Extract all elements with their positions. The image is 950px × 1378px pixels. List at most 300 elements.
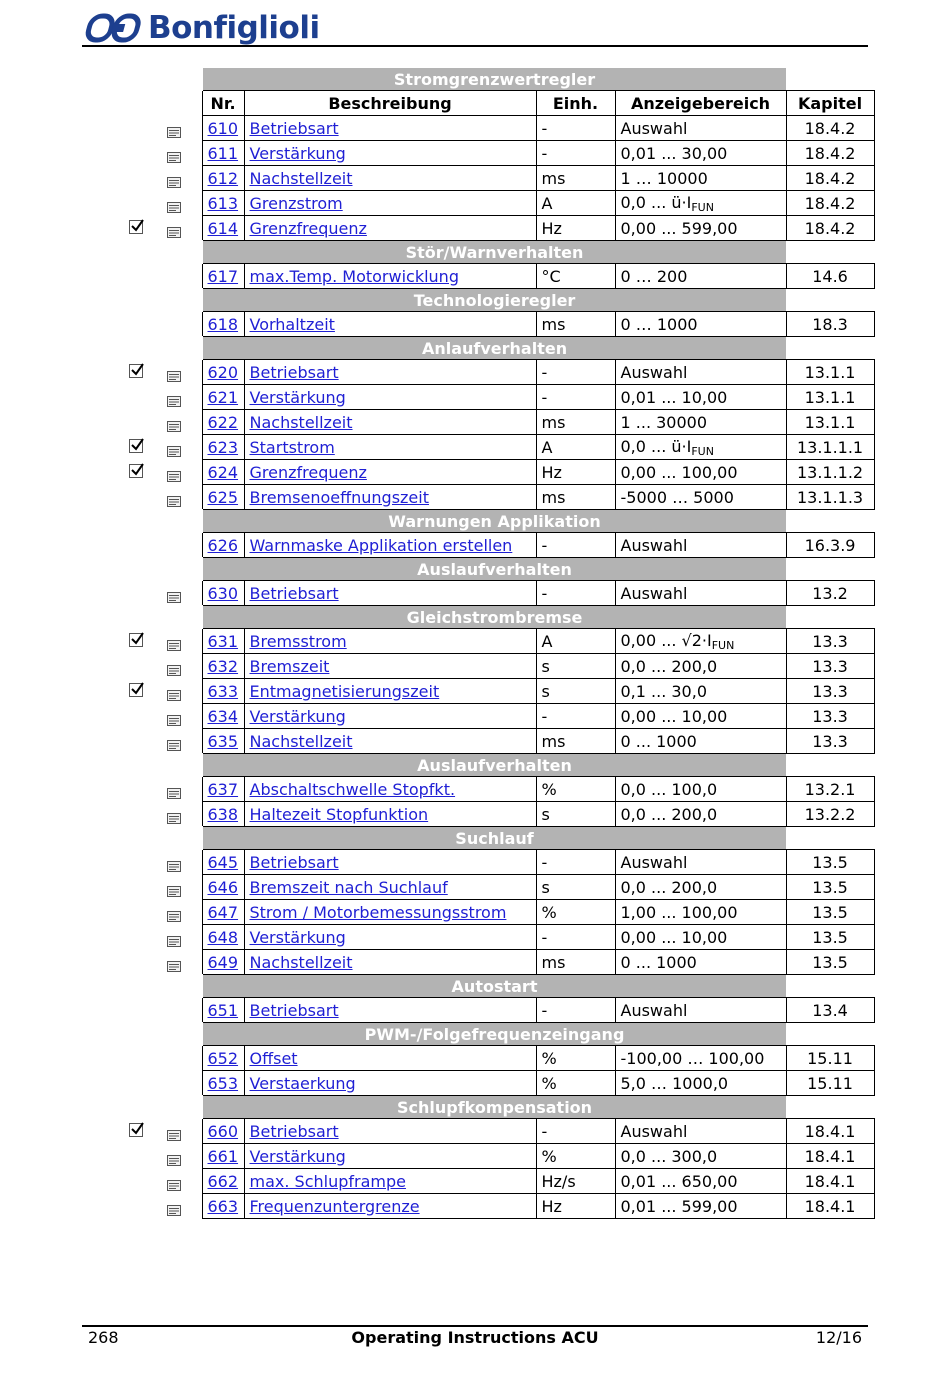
parameter-chapter: 13.5 [786,850,874,875]
parameter-range-cell [615,485,786,510]
parameter-chapter: 13.3 [786,729,874,754]
parameter-range-cell [615,1071,786,1096]
parameter-unit: Hz [536,460,615,485]
parameter-chapter: 13.3 [786,679,874,704]
parameter-unit: A [536,629,615,654]
parameter-row [202,410,874,435]
parameter-page-icon [167,711,181,722]
section-title: Anlaufverhalten [202,337,786,360]
parameter-number-cell [202,679,244,704]
parameter-range-cell [615,875,786,900]
parameter-chapter: 16.3.9 [786,533,874,558]
parameter-range: 1,00 ... 100,00 [620,902,738,922]
parameter-range-cell [615,654,786,679]
parameter-row [202,729,874,754]
parameter-description-link[interactable]: Betriebsart [249,583,339,603]
parameter-page-icon [167,809,181,820]
brand-logo [82,8,320,48]
parameter-description-link[interactable]: Verstärkung [249,387,346,407]
section-gap [786,606,874,629]
parameter-chapter: 13.1.1 [786,410,874,435]
parameter-unit: ms [536,312,615,337]
parameter-range: Auswahl [620,1000,688,1020]
parameter-description-link[interactable]: Bremsstrom [249,631,347,651]
parameter-number-link[interactable]: 648 [207,927,239,947]
parameter-page-icon [167,467,181,478]
section-gap [786,241,874,264]
parameter-range-cell [615,460,786,485]
parameter-unit: Hz [536,216,615,241]
parameter-page-icon [167,784,181,795]
parameter-range: 1 ... 30000 [620,412,708,432]
parameter-chapter: 18.4.2 [786,116,874,141]
parameter-description-cell [244,435,536,460]
parameter-number-link[interactable]: 663 [207,1196,239,1216]
parameter-range: 0,0 ... 100,0 [620,779,718,799]
parameter-description-link[interactable]: Nachstellzeit [249,731,353,751]
parameter-range-cell [615,925,786,950]
parameter-number-link[interactable]: 620 [207,362,239,382]
parameter-number-link[interactable]: 614 [207,218,239,238]
parameter-number-link[interactable]: 611 [207,143,239,163]
parameter-description-cell [244,410,536,435]
parameter-description-link[interactable]: Grenzfrequenz [249,462,367,482]
parameter-page-icon [167,198,181,209]
parameter-description-link[interactable]: Nachstellzeit [249,952,353,972]
parameter-number-cell [202,1169,244,1194]
parameter-unit: - [536,533,615,558]
parameter-number-cell [202,1144,244,1169]
parameter-unit: s [536,802,615,827]
section-title: Autostart [202,975,786,998]
parameter-page-icon [167,907,181,918]
parameter-number-link[interactable]: 635 [207,731,239,751]
document-date: 12/16 [815,1328,862,1347]
parameter-chapter: 13.5 [786,925,874,950]
parameter-description-link[interactable]: Warnmaske Applikation erstellen [249,535,513,555]
parameter-description-cell [244,802,536,827]
parameter-chapter: 18.3 [786,312,874,337]
parameter-description-cell [244,1169,536,1194]
parameter-unit: % [536,1071,615,1096]
section-gap [786,558,874,581]
parameter-number-link[interactable]: 612 [207,168,239,188]
parameter-range-cell [615,900,786,925]
parameter-number-cell [202,998,244,1023]
parameter-description-link[interactable]: Betriebsart [249,1000,339,1020]
footer-rule [82,1325,868,1327]
parameter-number-link[interactable]: 632 [207,656,239,676]
parameter-description-link[interactable]: Entmagnetisierungszeit [249,681,440,701]
parameter-number-link[interactable]: 622 [207,412,239,432]
parameter-unit: % [536,900,615,925]
parameter-range-cell [615,216,786,241]
parameter-row [202,1046,874,1071]
parameter-page-icon [167,492,181,503]
parameter-page-icon [167,417,181,428]
parameter-unit: - [536,998,615,1023]
parameter-number-link[interactable]: 618 [207,314,239,334]
parameter-unit: - [536,360,615,385]
parameter-range-subscript: FUN [691,200,714,214]
column-header-chapter: Kapitel [786,91,874,116]
parameter-range: 0 ... 1000 [620,731,697,751]
parameter-description-link[interactable]: max. Schlupframpe [249,1171,406,1191]
parameter-unit: % [536,777,615,802]
parameter-range: Auswahl [620,852,688,872]
parameter-page-icon [167,686,181,697]
parameter-range: 0,0 ... ü·I [620,436,692,456]
parameter-description-link[interactable]: Verstärkung [249,927,346,947]
parameter-number-link[interactable]: 624 [207,462,239,482]
parameter-range-cell [615,141,786,166]
parameter-number-cell [202,729,244,754]
parameter-description-link[interactable]: Bremszeit nach Suchlauf [249,877,448,897]
parameter-unit: s [536,679,615,704]
parameter-number-link[interactable]: 661 [207,1146,239,1166]
parameter-description-link[interactable]: max.Temp. Motorwicklung [249,266,459,286]
section-gap [786,289,874,312]
parameter-range-cell [615,360,786,385]
parameter-unit: ms [536,485,615,510]
parameter-description-cell [244,729,536,754]
parameter-row [202,704,874,729]
parameter-range-cell [615,850,786,875]
parameter-description-link[interactable]: Grenzfrequenz [249,218,367,238]
parameter-range: 0,01 ... 10,00 [620,387,728,407]
parameter-row [202,875,874,900]
parameter-number-cell [202,166,244,191]
parameter-description-cell [244,1144,536,1169]
parameter-range-cell [615,950,786,975]
parameter-chapter: 18.4.2 [786,216,874,241]
parameter-number-link[interactable]: 653 [207,1073,239,1093]
parameter-page-icon [167,442,181,453]
parameter-description-link[interactable]: Haltezeit Stopfunktion [249,804,429,824]
parameter-description-cell [244,925,536,950]
parameter-description-link[interactable]: Verstärkung [249,706,346,726]
parameter-description-cell [244,875,536,900]
parameter-number-link[interactable]: 662 [207,1171,239,1191]
parameter-page-icon [167,636,181,647]
parameter-range-cell [615,581,786,606]
parameter-range: 0,01 ... 599,00 [620,1196,738,1216]
parameter-range: 0,0 ... ü·I [620,192,692,212]
parameter-number-cell [202,777,244,802]
section-title: Auslaufverhalten [202,558,786,581]
parameter-range: -5000 … 5000 [620,487,734,507]
parameter-row [202,141,874,166]
section-row [202,241,874,264]
parameter-range-cell [615,1046,786,1071]
parameter-description-link[interactable]: Startstrom [249,437,335,457]
parameter-number-cell [202,802,244,827]
parameter-row [202,654,874,679]
parameter-row [202,629,874,654]
parameter-description-link[interactable]: Betriebsart [249,362,339,382]
parameter-number-cell [202,704,244,729]
parameter-number-link[interactable]: 621 [207,387,239,407]
parameter-description-cell [244,141,536,166]
parameter-number-cell [202,629,244,654]
parameter-description-link[interactable]: Bremszeit [249,656,330,676]
parameter-number-cell [202,385,244,410]
parameter-number-link[interactable]: 626 [207,535,239,555]
parameter-number-link[interactable]: 651 [207,1000,239,1020]
parameter-chapter: 13.5 [786,875,874,900]
column-header-range: Anzeigebereich [615,91,786,116]
section-title: Technologieregler [202,289,786,312]
section-row [202,606,874,629]
section-row [202,337,874,360]
section-row [202,510,874,533]
document-title: Operating Instructions ACU [351,1328,599,1347]
parameter-number-link[interactable]: 623 [207,437,239,457]
parameter-unit: s [536,875,615,900]
section-row [202,827,874,850]
section-gap [786,68,874,91]
parameter-description-link[interactable]: Betriebsart [249,1121,339,1141]
parameter-number-link[interactable]: 652 [207,1048,239,1068]
parameter-description-cell [244,654,536,679]
parameter-row [202,533,874,558]
parameter-number-link[interactable]: 645 [207,852,239,872]
section-row [202,975,874,998]
checkbox-icon [129,439,143,453]
section-row [202,1096,874,1119]
parameter-description-link[interactable]: Betriebsart [249,852,339,872]
parameter-range-cell [615,312,786,337]
parameter-description-cell [244,1194,536,1219]
parameter-page-icon [167,392,181,403]
parameter-description-link[interactable]: Nachstellzeit [249,168,353,188]
parameter-range: 0,0 ... 200,0 [620,656,718,676]
parameter-range-cell [615,435,786,460]
parameter-description-link[interactable]: Verstärkung [249,143,346,163]
parameter-description-link[interactable]: Nachstellzeit [249,412,353,432]
parameter-description-link[interactable]: Verstaerkung [249,1073,356,1093]
parameter-unit: - [536,704,615,729]
parameter-row [202,485,874,510]
parameter-range-cell [615,410,786,435]
parameter-number-cell [202,533,244,558]
parameter-number-link[interactable]: 633 [207,681,239,701]
parameter-number-link[interactable]: 649 [207,952,239,972]
parameter-number-cell [202,360,244,385]
parameter-number-link[interactable]: 613 [207,193,239,213]
parameter-description-cell [244,460,536,485]
parameter-description-link[interactable]: Abschaltschwelle Stopfkt. [249,779,456,799]
section-title: Schlupfkompensation [202,1096,786,1119]
parameter-range: Auswahl [620,1121,688,1141]
parameter-range: 0,01 ... 650,00 [620,1171,738,1191]
parameter-number-link[interactable]: 617 [207,266,239,286]
checkbox-icon [129,1123,143,1137]
parameter-number-cell [202,485,244,510]
parameter-description-cell [244,191,536,216]
parameter-range: 0 … 1000 [620,314,698,334]
parameter-number-cell [202,950,244,975]
parameter-chapter: 18.4.1 [786,1144,874,1169]
parameter-range-cell [615,802,786,827]
parameter-description-link[interactable]: Strom / Motorbemessungsstrom [249,902,507,922]
section-row [202,289,874,312]
parameter-range-cell [615,116,786,141]
parameter-number-link[interactable]: 630 [207,583,239,603]
parameter-description-link[interactable]: Offset [249,1048,298,1068]
parameter-number-cell [202,1071,244,1096]
parameter-chapter: 18.4.1 [786,1119,874,1144]
parameter-range: 0 … 200 [620,266,688,286]
parameter-chapter: 13.2.1 [786,777,874,802]
parameter-row [202,925,874,950]
parameter-range-cell [615,166,786,191]
parameter-number-link[interactable]: 634 [207,706,239,726]
parameter-row [202,1194,874,1219]
parameter-number-cell [202,900,244,925]
parameter-description-cell [244,312,536,337]
section-gap [786,827,874,850]
parameter-description-cell [244,1119,536,1144]
parameter-unit: ms [536,950,615,975]
parameter-chapter: 13.3 [786,704,874,729]
parameter-description-link[interactable]: Betriebsart [249,118,339,138]
parameter-page-icon [167,932,181,943]
parameter-row [202,802,874,827]
parameter-description-cell [244,950,536,975]
parameter-description-cell [244,679,536,704]
parameter-range: 0,0 ... 200,0 [620,804,718,824]
parameter-number-link[interactable]: 638 [207,804,239,824]
parameter-table [201,68,875,1219]
parameter-description-link[interactable]: Vorhaltzeit [249,314,335,334]
parameter-chapter: 18.4.2 [786,191,874,216]
parameter-range: Auswahl [620,535,688,555]
checkbox-icon [129,633,143,647]
parameter-row [202,998,874,1023]
parameter-description-link[interactable]: Frequenzuntergrenze [249,1196,420,1216]
parameter-unit: Hz [536,1194,615,1219]
section-gap [786,1096,874,1119]
parameter-page-icon [167,1176,181,1187]
section-gap [786,975,874,998]
parameter-description-link[interactable]: Grenzstrom [249,193,343,213]
parameter-page-icon [167,1126,181,1137]
section-row [202,754,874,777]
parameter-unit: ms [536,166,615,191]
parameter-number-cell [202,1194,244,1219]
parameter-range: 0,00 ... 10,00 [620,927,728,947]
parameter-row [202,460,874,485]
parameter-description-cell [244,1046,536,1071]
parameter-page-icon [167,661,181,672]
column-header-unit: Einh. [536,91,615,116]
parameter-range: Auswahl [620,362,688,382]
parameter-number-link[interactable]: 647 [207,902,239,922]
parameter-row [202,1071,874,1096]
parameter-range-cell [615,1119,786,1144]
parameter-description-link[interactable]: Bremsenoeffnungszeit [249,487,429,507]
parameter-unit: Hz/s [536,1169,615,1194]
parameter-description-cell [244,998,536,1023]
parameter-unit: - [536,581,615,606]
section-gap [786,754,874,777]
parameter-number-link[interactable]: 610 [207,118,239,138]
parameter-range: 0,00 ... 599,00 [620,218,738,238]
parameter-row [202,900,874,925]
parameter-number-cell [202,875,244,900]
parameter-range: 0,0 ... 200,0 [620,877,718,897]
parameter-range-cell [615,729,786,754]
parameter-description-cell [244,704,536,729]
parameter-chapter: 13.1.1 [786,385,874,410]
section-gap [786,510,874,533]
parameter-number-link[interactable]: 625 [207,487,239,507]
parameter-chapter: 15.11 [786,1071,874,1096]
parameter-range: 0,1 ... 30,0 [620,681,707,701]
parameter-number-link[interactable]: 660 [207,1121,239,1141]
parameter-range: 0,01 ... 30,00 [620,143,728,163]
parameter-page-icon [167,123,181,134]
parameter-description-cell [244,777,536,802]
parameter-page-icon [167,882,181,893]
parameter-chapter: 13.2 [786,581,874,606]
column-header-desc: Beschreibung [244,91,536,116]
parameter-range: 0,00 ... 10,00 [620,706,728,726]
parameter-row [202,435,874,460]
brand-name: Bonfiglioli [148,10,320,46]
parameter-range: 0,0 ... 300,0 [620,1146,718,1166]
parameter-number-cell [202,191,244,216]
parameter-row [202,166,874,191]
parameter-page-icon [167,588,181,599]
checkbox-icon [129,683,143,697]
header-rule [82,45,868,47]
parameter-number-cell [202,654,244,679]
parameter-description-link[interactable]: Verstärkung [249,1146,346,1166]
parameter-range-cell [615,264,786,289]
table-header-row [202,91,874,116]
parameter-row [202,191,874,216]
parameter-row [202,1119,874,1144]
parameter-range: 0,00 ... √2·I [620,630,712,650]
parameter-unit: ms [536,410,615,435]
parameter-unit: s [536,654,615,679]
parameter-chapter: 13.1.1 [786,360,874,385]
parameter-chapter: 18.4.2 [786,166,874,191]
parameter-chapter: 13.2.2 [786,802,874,827]
parameter-unit: - [536,141,615,166]
section-row [202,558,874,581]
parameter-range: 0,00 ... 100,00 [620,462,738,482]
parameter-row [202,777,874,802]
section-title: Auslaufverhalten [202,754,786,777]
parameter-chapter: 14.6 [786,264,874,289]
parameter-chapter: 18.4.1 [786,1169,874,1194]
parameter-number-link[interactable]: 631 [207,631,239,651]
parameter-chapter: 13.1.1.2 [786,460,874,485]
parameter-number-link[interactable]: 646 [207,877,239,897]
parameter-range-cell [615,533,786,558]
parameter-unit: % [536,1046,615,1071]
parameter-number-link[interactable]: 637 [207,779,239,799]
parameter-range-cell [615,385,786,410]
parameter-chapter: 18.4.1 [786,1194,874,1219]
parameter-range: Auswahl [620,583,688,603]
parameter-unit: A [536,435,615,460]
parameter-page-icon [167,367,181,378]
parameter-number-cell [202,1046,244,1071]
